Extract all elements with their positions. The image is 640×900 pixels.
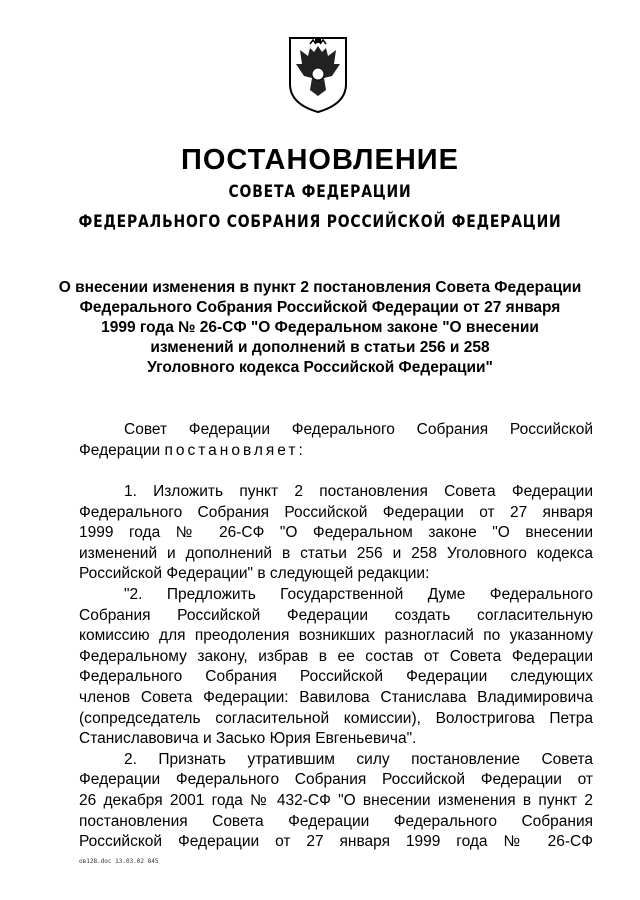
subject-line: Уголовного кодекса Российской Федерации" xyxy=(147,359,493,376)
issuer-line-2: ФЕДЕРАЛЬНОГО СОБРАНИЯ РОССИЙСКОЙ ФЕДЕРАЦИИ xyxy=(78,212,562,232)
body-line: Станиславовича и Засько Юрия Евгеньевича". xyxy=(79,730,417,748)
body-line: "2. Предложить Государственной Думе Федерального xyxy=(124,585,593,603)
body-line: Федеральному закону, избрав в ее состав от Совета Федерации xyxy=(79,647,593,665)
body-line: изменений и дополнений в статьи 256 и 258 Уголовного кодекса xyxy=(79,544,593,562)
body-line: (сопредседатель согласительной комиссии), Волостригова Петра xyxy=(79,709,593,727)
file-reference: ов128.doc 13.03.02 845 xyxy=(79,858,159,865)
body-line: членов Совета Федерации: Вавилова Станислава Владимировича xyxy=(79,688,593,706)
subject-line: Федерального Собрания Российской Федерации от 27 января xyxy=(79,299,561,316)
body-line: Собрания Российской Федерации создать согласительную xyxy=(79,606,593,624)
body-line: Совет Федерации Федерального Собрания Российской xyxy=(124,421,593,438)
body-line: Российской Федерации" в следующей редакции: xyxy=(79,565,430,583)
body-line: постановления Совета Федерации Федерального Собрания xyxy=(79,812,593,830)
resolution-keyword: постановляет: xyxy=(164,441,306,459)
document-title: ПОСТАНОВЛЕНИЕ xyxy=(181,144,459,176)
body-line: Федерации Федерального Собрания Российской Федерации от xyxy=(79,771,593,789)
body-line: 26 декабря 2001 года № 432-СФ "О внесении изменения в пункт 2 xyxy=(79,791,593,809)
subject-line: 1999 года № 26-СФ "О Федеральном законе "О внесении xyxy=(101,319,539,336)
subject-line: изменений и дополнений в статьи 256 и 258 xyxy=(150,339,490,356)
body-line: Федерального Собрания Российской Федерации от 27 января xyxy=(79,503,593,521)
body-line: 1. Изложить пункт 2 постановления Совета Федерации xyxy=(124,483,593,500)
subject-line: О внесении изменения в пункт 2 постановления Совета Федерации xyxy=(58,279,582,296)
preamble-text: Федерации xyxy=(79,441,161,459)
body-line: комиссию для преодоления возникших разногласий по указанному xyxy=(79,627,593,645)
body-line: 1999 года № 26-СФ "О Федеральном законе "О внесении xyxy=(79,524,593,542)
coat-of-arms-emblem xyxy=(286,34,350,114)
body-line: Российской Федерации от 27 января 1999 года № 26-СФ xyxy=(79,833,593,851)
document-subject xyxy=(55,278,585,378)
main-text xyxy=(79,482,593,853)
preamble-paragraph xyxy=(79,420,593,461)
body-line: 2. Признать утратившим силу постановление Совета xyxy=(124,750,593,768)
body-line xyxy=(79,441,593,462)
body-line: Федерального Собрания Российской Федерации следующих xyxy=(79,668,593,686)
issuer-line-1: СОВЕТА ФЕДЕРАЦИИ xyxy=(228,182,412,202)
